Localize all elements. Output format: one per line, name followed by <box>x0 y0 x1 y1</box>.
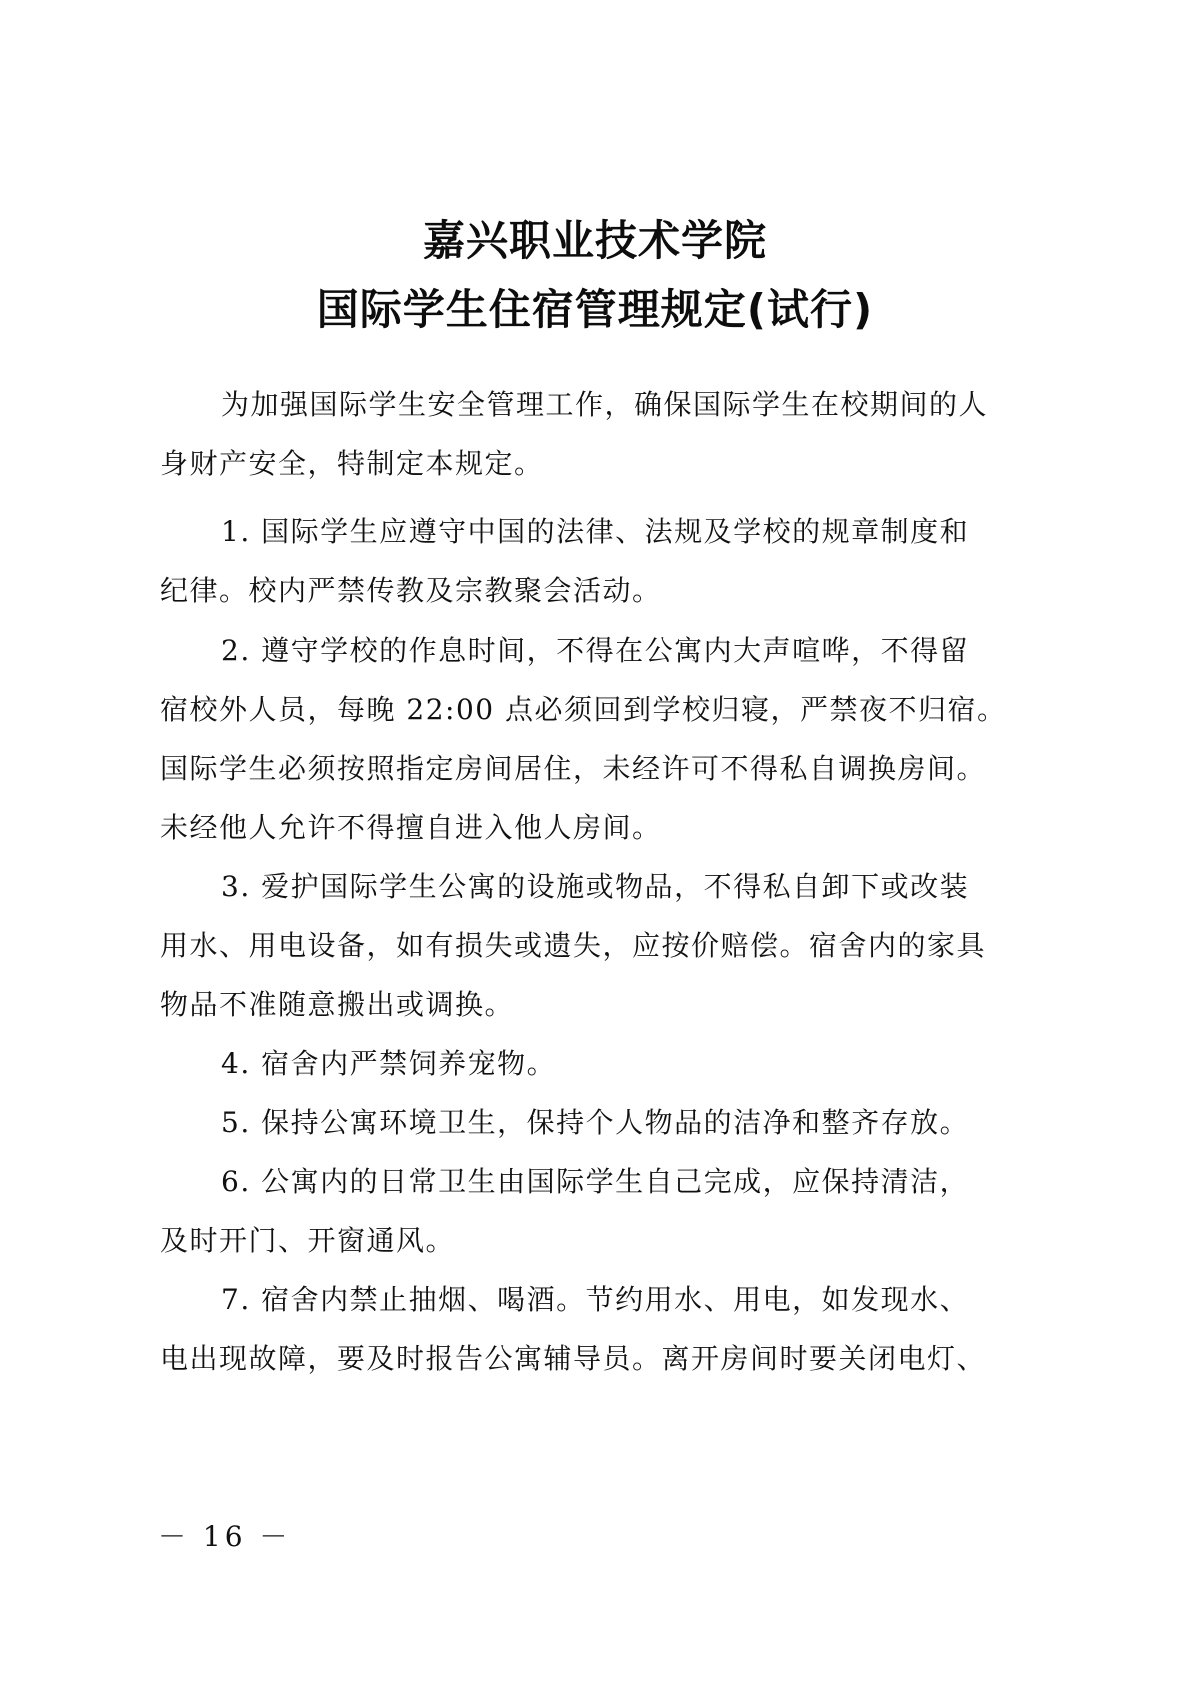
item-5-line-1: 5. 保持公寓环境卫生，保持个人物品的洁净和整齐存放。 <box>221 1106 970 1139</box>
item-2-line-4: 未经他人允许不得擅自进入他人房间。 <box>160 811 662 844</box>
document-title-line-1: 嘉兴职业技术学院 <box>422 216 767 265</box>
item-6-line-1: 6. 公寓内的日常卫生由国际学生自己完成，应保持清洁， <box>221 1165 970 1198</box>
item-2-line-3: 国际学生必须按照指定房间居住，未经许可不得私自调换房间。 <box>160 752 987 785</box>
item-7-line-2: 电出现故障，要及时报告公寓辅导员。离开房间时要关闭电灯、 <box>160 1342 987 1375</box>
item-1-line-2: 纪律。校内严禁传教及宗教聚会活动。 <box>160 574 662 607</box>
item-4-line-1: 4. 宿舍内严禁饲养宠物。 <box>221 1047 557 1080</box>
page-number: － 16 － <box>158 1520 292 1553</box>
intro-line-1: 为加强国际学生安全管理工作，确保国际学生在校期间的人 <box>221 388 989 421</box>
item-3-line-1: 3. 爱护国际学生公寓的设施或物品，不得私自卸下或改装 <box>221 870 970 903</box>
item-3-line-2: 用水、用电设备，如有损失或遗失，应按价赔偿。宿舍内的家具 <box>160 929 987 962</box>
item-2-line-1: 2. 遵守学校的作息时间，不得在公寓内大声喧哗，不得留 <box>221 634 970 667</box>
item-6-line-2: 及时开门、开窗通风。 <box>160 1224 456 1257</box>
item-1-line-1: 1. 国际学生应遵守中国的法律、法规及学校的规章制度和 <box>221 515 970 548</box>
intro-line-2: 身财产安全，特制定本规定。 <box>160 447 544 480</box>
item-3-line-3: 物品不准随意搬出或调换。 <box>160 988 515 1021</box>
item-2-line-2: 宿校外人员，每晚 22:00 点必须回到学校归寝，严禁夜不归宿。 <box>160 693 1007 726</box>
document-title-line-2: 国际学生住宿管理规定(试行) <box>316 285 874 334</box>
item-7-line-1: 7. 宿舍内禁止抽烟、喝酒。节约用水、用电，如发现水、 <box>221 1283 970 1316</box>
